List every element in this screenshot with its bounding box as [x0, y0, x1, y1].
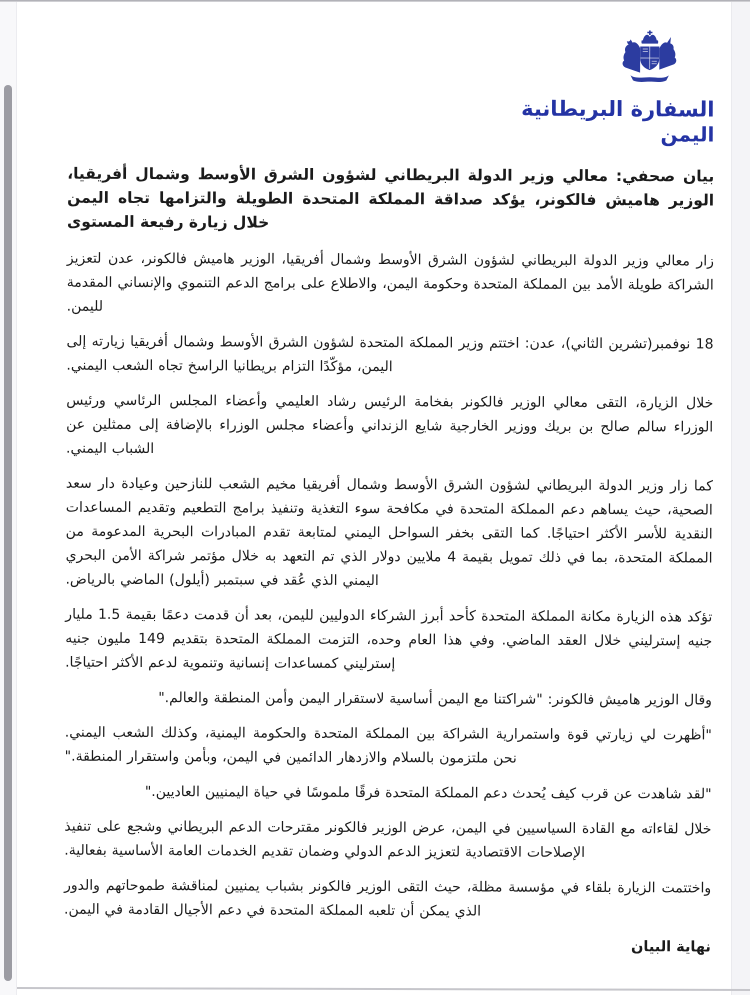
page-right-gutter [731, 1, 750, 995]
press-release-paragraph: خلال الزيارة، التقى معالي الوزير فالكونر بفخامة الرئيس رشاد العليمي وأعضاء المجلس الرئاسي ورئيس الوزراء سالم صالح بن بريك ووزير الخارجية شايع الزنداني وأعضاء مجلس الوزراء بالإضافة إلى ممثلين عن الشباب اليمني. [66, 392, 714, 458]
press-release-paragraph: 18 نوفمبر(تشرين الثاني)، عدن: اختتم وزير المملكة المتحدة لشؤون الشرق الأوسط وشمال أفريقيا زيارته إلى اليمن، مؤكّدًا التزام بريطانيا الراسخ تجاه الشعب اليمني. [66, 333, 714, 376]
press-release-paragraph: كما زار وزير الدولة البريطاني لشؤون الشرق الأوسط وشمال أفريقيا مخيم الشعب للنازحين وعيادة دار سعد الصحية، حيث يساهم دعم المملكة المتحدة في مكافحة سوء التغذية وتنفيذ برامج التطعيم وتقديم المساعدات النقدية للأسر الأكثر احتياجًا. كما التقى بخفر السواحل اليمني لمتابعة تقدم المبادرات البحرية المدعومة من المملكة المتحدة، بما في ذلك تمويل بقيمة 4 ملايين دولار الذي تم التعهد به خلال مؤتمر شراكة الأمن البحري اليمني الذي عُقد في سبتمبر (أيلول) الماضي بالرياض. [65, 475, 713, 590]
page-top-edge [0, 0, 750, 2]
vertical-scrollbar-track[interactable] [0, 1, 17, 995]
end-of-statement: نهاية البيان [631, 939, 711, 956]
press-release-paragraph: زار معالي وزير الدولة البريطاني لشؤون الشرق الأوسط وشمال أفريقيا، الوزير هاميش فالكونر، عدن لتعزيز الشراكة طويلة الأمد بين المملكة المتحدة وحكومة اليمن، والاطلاع على برامج الدعم التنموي والإنساني المقدمة لليمن. [66, 250, 714, 315]
press-release-title: بيان صحفي: معالي وزير الدولة البريطاني لشؤون الشرق الأوسط وشمال أفريقيا، الوزير هاميش فالكونر، يؤكد صداقة المملكة المتحدة الطويلة والتزامها تجاه اليمن خلال زيارة رفيعة المستوى [66, 164, 715, 232]
embassy-name: السفارة البريطانية [521, 96, 715, 122]
press-release-paragraph: واختتمت الزيارة بلقاء في مؤسسة مظلة، حيث التقى الوزير فالكونر بشباب يمنيين لمناقشة طموحاتهم والدور الذي يمكن أن تلعبه المملكة المتحدة في دعم الأجيال القادمة في اليمن. [64, 877, 712, 920]
minister-quote: وقال الوزير هاميش فالكونر: "شراكتنا مع اليمن أساسية لاستقرار اليمن وأمن المنطقة والعالم." [158, 690, 712, 709]
embassy-location: اليمن [660, 122, 715, 147]
minister-quote: "لقد شاهدت عن قرب كيف يُحدث دعم المملكة المتحدة فرقًا ملموسًا في حياة اليمنيين العاديين." [144, 784, 712, 803]
minister-quote: "أظهرت لي زيارتي قوة واستمرارية الشراكة بين المملكة المتحدة والحكومة اليمنية، وكذلك الشعب اليمني. نحن ملتزمون بالسلام والازدهار الدائمين في اليمن، وبأمن واستقرار المنطقة." [64, 724, 712, 767]
document-page [18, 2, 731, 988]
press-release-paragraph: خلال لقاءاته مع القادة السياسيين في اليمن، عرض الوزير فالكونر مقترحات الدعم البريطاني وشجع على تنفيذ الإصلاحات الاقتصادية لتعزيز الدعم الدولي وضمان تقديم الخدمات العامة الأساسية بفعالية. [64, 818, 712, 861]
vertical-scrollbar-thumb[interactable] [4, 85, 12, 981]
royal-coat-of-arms-icon [611, 29, 689, 93]
press-release-paragraph: تؤكد هذه الزيارة مكانة المملكة المتحدة كأحد أبرز الشركاء الدوليين لليمن، بعد أن قدمت دعمًا بقيمة 1.5 مليار جنيه إسترليني خلال العقد الماضي. وفي هذا العام وحده، التزمت المملكة المتحدة بتقديم 149 مليون جنيه إسترليني كمساعدات إنسانية وتنموية لدعم الأكثر احتياجًا. [65, 606, 713, 673]
document-content [18, 2, 731, 960]
